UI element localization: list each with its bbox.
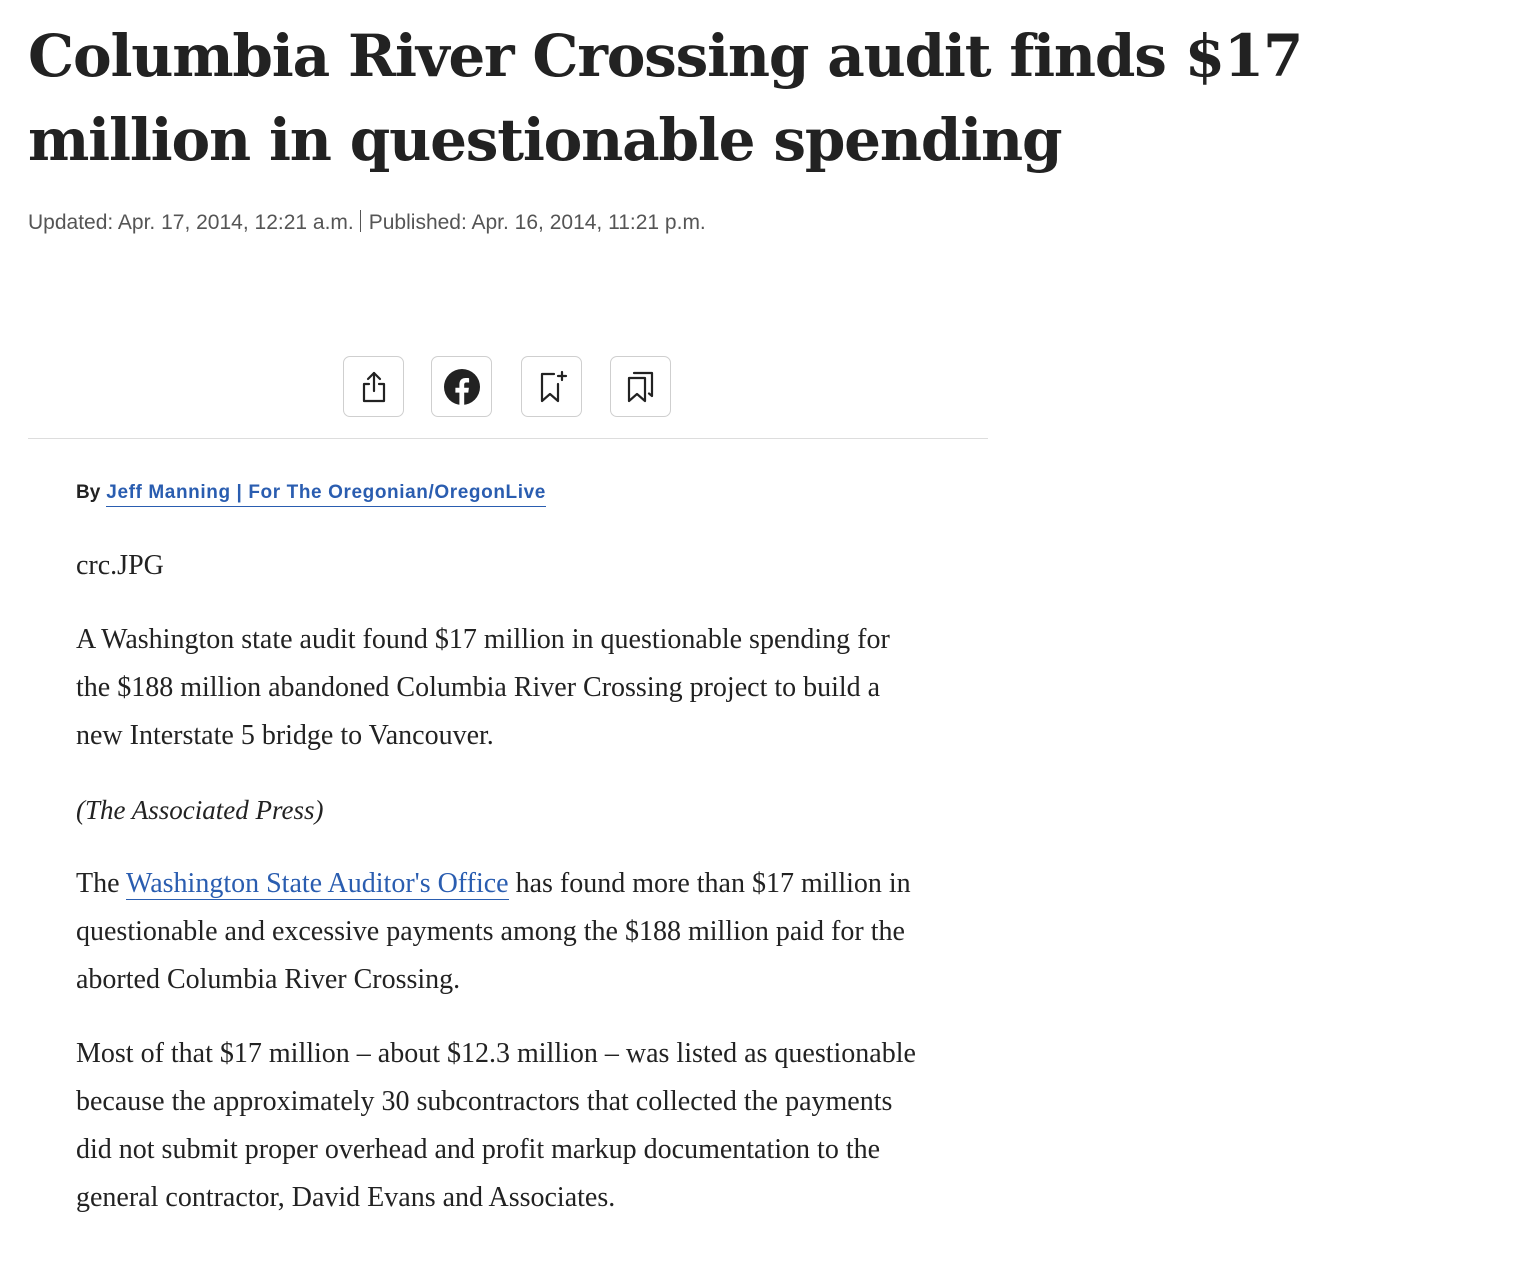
updated-timestamp: Updated: Apr. 17, 2014, 12:21 a.m. — [28, 211, 354, 234]
author-link[interactable]: Jeff Manning | For The Oregonian/OregonLive — [106, 482, 546, 507]
published-timestamp: Published: Apr. 16, 2014, 11:21 p.m. — [368, 211, 706, 234]
byline-prefix: By — [76, 482, 101, 503]
bookmarks-icon — [624, 369, 658, 405]
article-paragraph — [76, 860, 926, 1004]
article-paragraph: Most of that $17 million – about $12.3 million – was listed as questionable because the approximately 30 subcontractors that collected the payments did not submit proper overhead and profit markup documentation to the general contractor, David Evans and Associates. — [76, 1038, 916, 1213]
article-timestamps — [28, 211, 706, 235]
header-divider — [28, 438, 988, 439]
save-article-button[interactable] — [521, 356, 582, 417]
image-credit: (The Associated Press) — [76, 795, 324, 825]
share-icon — [359, 370, 389, 404]
article-headline: Columbia River Crossing audit finds $17 million in questionable spending — [28, 22, 1303, 174]
paragraph-text: has found more than $17 million in questionable and excessive payments among the $188 million paid for the aborted Columbia River Crossing. — [76, 868, 911, 995]
article-body — [76, 542, 926, 1248]
timestamp-separator — [360, 210, 361, 232]
facebook-share-button[interactable] — [431, 356, 492, 417]
facebook-icon — [443, 368, 481, 406]
byline — [76, 482, 546, 504]
saved-articles-button[interactable] — [610, 356, 671, 417]
image-filename: crc.JPG — [76, 550, 164, 581]
bookmark-add-icon — [536, 369, 568, 405]
image-caption: A Washington state audit found $17 million in questionable spending for the $188 million abandoned Columbia River Crossing project to build a new Interstate 5 bridge to Vancouver. — [76, 624, 890, 751]
auditor-office-link[interactable]: Washington State Auditor's Office — [126, 868, 509, 899]
paragraph-text: The — [76, 868, 127, 899]
share-button[interactable] — [343, 356, 404, 417]
